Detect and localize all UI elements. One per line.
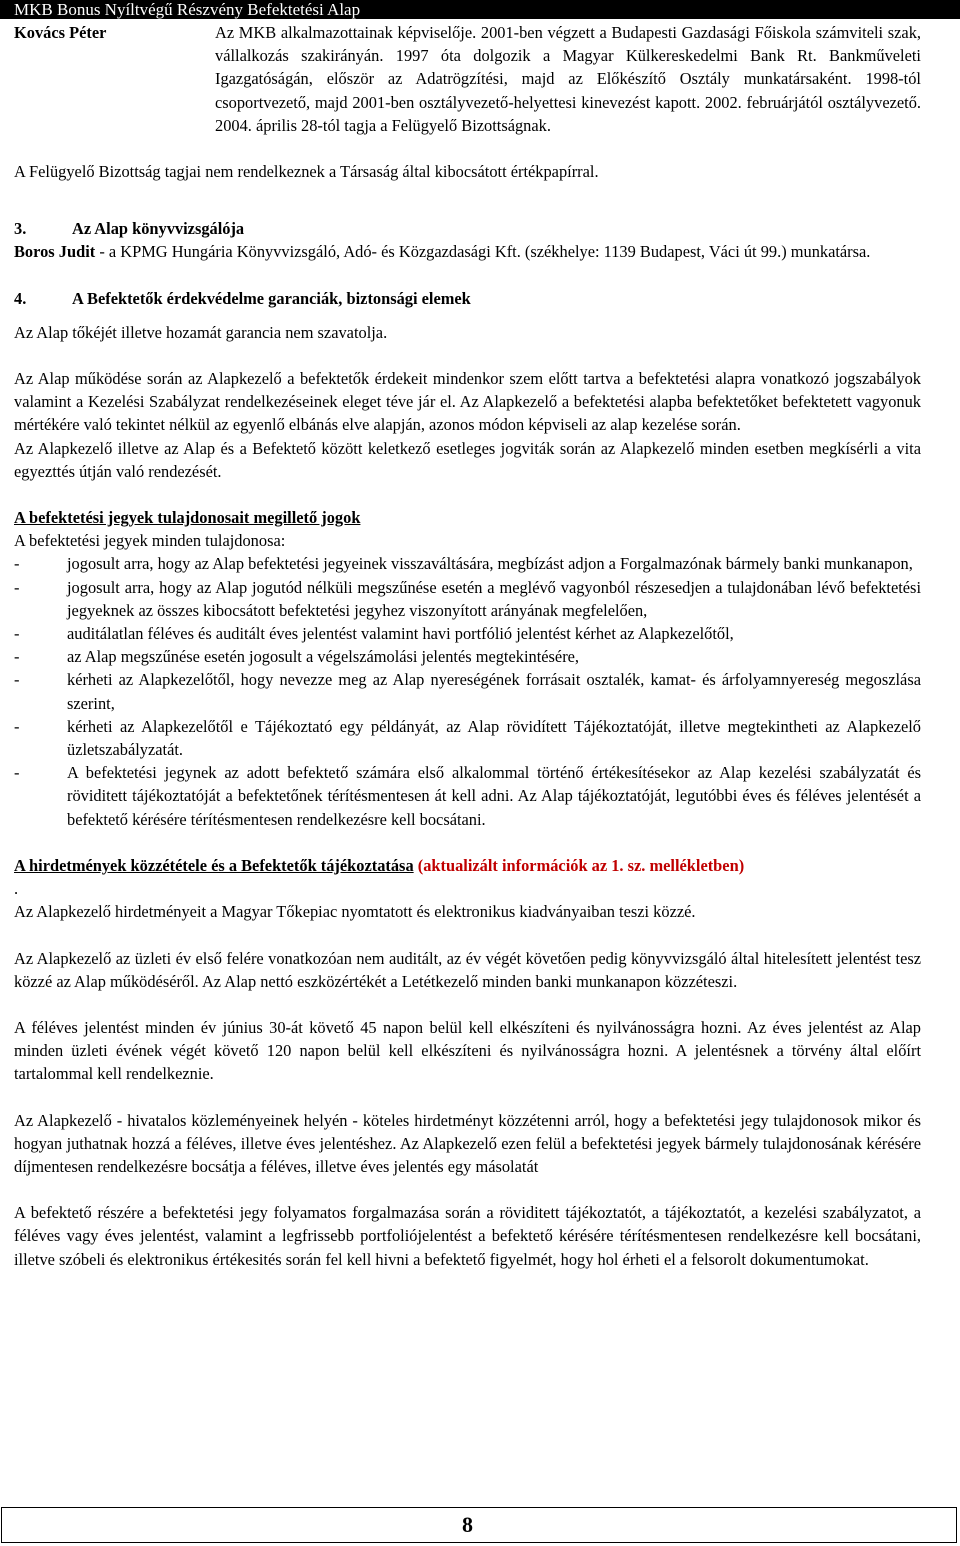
list-dash: - bbox=[14, 577, 20, 597]
announcements-paragraph-4: Az Alapkezelő - hivatalos közleményeinek helyén - köteles hirdetményt közzétenni arról, hogy a befektetési jegy tulajdonosok mikor és hogyan juthatnak hozzá a féléves, illetve éves jelentéshez. Az Alapkezelő ezen felül a befektetési jegyek bármely tulajdonosának kérésére díjmentesen rendelkezésre bocsátja a féléves, illetve éves jelentés egy másolatát bbox=[14, 1110, 921, 1176]
list-dash: - bbox=[14, 647, 20, 667]
list-item bbox=[14, 645, 921, 668]
operation-paragraph: Az Alap működése során az Alapkezelő a befektetők érdekeit mindenkor szem előtt tartva a befektetési alapra vonatkozó jogszabályok valamint a Kezelési Szabályzat rendelkezéseinek eleget téve jár el. Az Alapkezelő a befektetési alapba befektetőket befektetett vagyonuk mértékére való tekintet nélkül az egyenlő elbánás elve alapján, azonos módon képviseli az alap kezelése során. bbox=[14, 369, 921, 435]
rights-heading: A befektetési jegyek tulajdonosait megillető jogok bbox=[14, 508, 361, 528]
list-item bbox=[14, 552, 921, 575]
list-item-text: az Alap megszűnése esetén jogosult a végelszámolási jelentés megtekintésére, bbox=[67, 647, 580, 667]
auditor-paragraph bbox=[14, 240, 921, 263]
list-item bbox=[14, 761, 921, 831]
list-item-text: jogosult arra, hogy az Alap jogutód nélküli megszűnése esetén a meglévő vagyonból részesedjen a tulajdonában lévő befektetési jegyeknek az összes kibocsátott befektetési jegyhez viszonyított arányának megfelelően, bbox=[67, 577, 921, 620]
announcements-heading bbox=[14, 854, 921, 877]
board-member-name: Kovács Péter bbox=[14, 23, 107, 42]
supervisory-board-note: A Felügyelő Bizottság tagjai nem rendelkeznek a Társaság által kibocsátott értékpapírral. bbox=[14, 162, 599, 182]
announcements-title-note: (aktualizált információk az 1. sz. mellékletben) bbox=[417, 855, 745, 875]
list-item bbox=[14, 715, 921, 761]
section-4-number: 4. bbox=[14, 288, 27, 308]
list-item-text: jogosult arra, hogy az Alap befektetési jegyeinek visszaváltására, megbízást adjon a Forgalmazónak bármely banki munkanapon, bbox=[67, 554, 913, 574]
list-item-text: auditálatlan féléves és auditált éves jelentést valamint havi portfólió jelentést kérhet az Alapkezelőtől, bbox=[67, 624, 734, 644]
announcements-dot: . bbox=[14, 879, 19, 899]
page-content bbox=[14, 21, 921, 1271]
announcements-paragraph-1: Az Alapkezelő hirdetményeit a Magyar Tőkepiac nyomtatott és elektronikus kiadványaiban teszi közzé. bbox=[14, 902, 696, 922]
rights-list bbox=[14, 552, 921, 830]
auditor-details: - a KPMG Hungária Könyvvizsgáló, Adó- és Közgazdasági Kft. (székhelye: 1139 Budapest, Váci út 99.) munkatársa. bbox=[95, 242, 871, 262]
dispute-paragraph: Az Alapkezelő illetve az Alap és a Befektető között keletkező esetleges jogviták során az Alapkezelő minden esetben megkísérli a vita egyezttés útján való rendezését. bbox=[14, 438, 921, 481]
board-member-entry bbox=[14, 21, 921, 137]
list-item bbox=[14, 668, 921, 714]
list-item-text: A befektetési jegynek az adott befektető számára első alkalommal történő értékesítésekor az Alap kezelési szabályzatát és röviditett tájékoztatóját a befektetőnek térítésmentesen át kell adni. Az Alap tájékoztatóját, legutóbbi éves és féléves jelentését a befektető kérésére térítésmentesen rendelkezésre kell bocsátani. bbox=[67, 763, 921, 829]
auditor-name: Boros Judit bbox=[14, 242, 96, 262]
document-header: MKB Bonus Nyíltvégű Részvény Befektetési Alap bbox=[0, 0, 960, 19]
list-dash: - bbox=[14, 763, 20, 783]
announcements-title: A hirdetmények közzététele és a Befektetők tájékoztatása bbox=[14, 855, 414, 875]
rights-intro: A befektetési jegyek minden tulajdonosa: bbox=[14, 531, 286, 551]
list-dash: - bbox=[14, 554, 20, 574]
announcements-paragraph-5: A befektető részére a befektetési jegy folyamatos forgalmazása során a röviditett tájékoztatót, a tájékoztatót, a kezelési szabályzatot, a féléves vagy éves jelentést, valamint a legfrissebb portfoliójelentést a befektető kérésére térítésmentesen rendelkezésre kell bocsátani, illetve szóbeli és elektronikus értékesités során fel kell hivni a befektető figyelmét, hogy hol érheti el a felsorolt dokumentumokat. bbox=[14, 1203, 921, 1269]
section-3-heading bbox=[14, 217, 921, 240]
list-item-text: kérheti az Alapkezelőtől, hogy nevezze meg az Alap nyereségének forrásait osztalék, kamat- és árfolyamnyereség megoszlása szerint, bbox=[67, 670, 921, 713]
section-3-number: 3. bbox=[14, 219, 27, 239]
section-3-title: Az Alap könyvvizsgálója bbox=[72, 219, 245, 239]
list-dash: - bbox=[14, 670, 20, 690]
page-number: 8 bbox=[462, 1512, 473, 1537]
guarantee-paragraph: Az Alap tőkéjét illetve hozamát garancia nem szavatolja. bbox=[14, 322, 388, 342]
announcements-paragraph-3: A féléves jelentést minden év június 30-át követő 45 napon belül kell elkészíteni és nyilvánosságra hozni. Az éves jelentést az Alap minden üzleti évének végét követő 120 napon belül kell elkészíteni és nyilvánosságra hozni. A jelentésnek a törvény által előírt tartalommal kell rendelkeznie. bbox=[14, 1017, 921, 1084]
announcements-paragraph-2: Az Alapkezelő az üzleti év első felére vonatkozóan nem auditált, az év végét követően pedig könyvvizsgáló által hitelesített jelentést tesz közzé az Alap működéséről. Az Alap nettó eszközértékét a Letétkezelő minden banki munkanapon közzéteszi. bbox=[14, 948, 921, 991]
board-member-bio: Az MKB alkalmazottainak képviselője. 2001-ben végzett a Budapesti Gazdasági Főiskola számviteli szak, vállalkozás szakirányán. 1997 óta dolgozik a Magyar Külkereskedelmi Bank Rt. Bankműveleti Igazgatóságán, először az Adatrögzítési, majd az Előkészítő Osztály munkatársaként. 1998-tól csoportvezető, majd 2001-ben osztályvezető-helyettesi kinevezést kapott. 2002. februárjától osztályvezető. 2004. április 28-tól tagja a Felügyelő Bizottságnak. bbox=[215, 23, 921, 135]
list-dash: - bbox=[14, 716, 20, 736]
section-4-heading bbox=[14, 287, 921, 310]
list-item bbox=[14, 622, 921, 645]
section-4-title: A Befektetők érdekvédelme garanciák, biztonsági elemek bbox=[72, 288, 471, 308]
list-item bbox=[14, 576, 921, 622]
list-dash: - bbox=[14, 624, 20, 644]
list-item-text: kérheti az Alapkezelőtől e Tájékoztató egy példányát, az Alap rövidített Tájékoztatóját, illetve megtekintheti az Alapkezelő üzletszabályzatát. bbox=[67, 716, 921, 760]
